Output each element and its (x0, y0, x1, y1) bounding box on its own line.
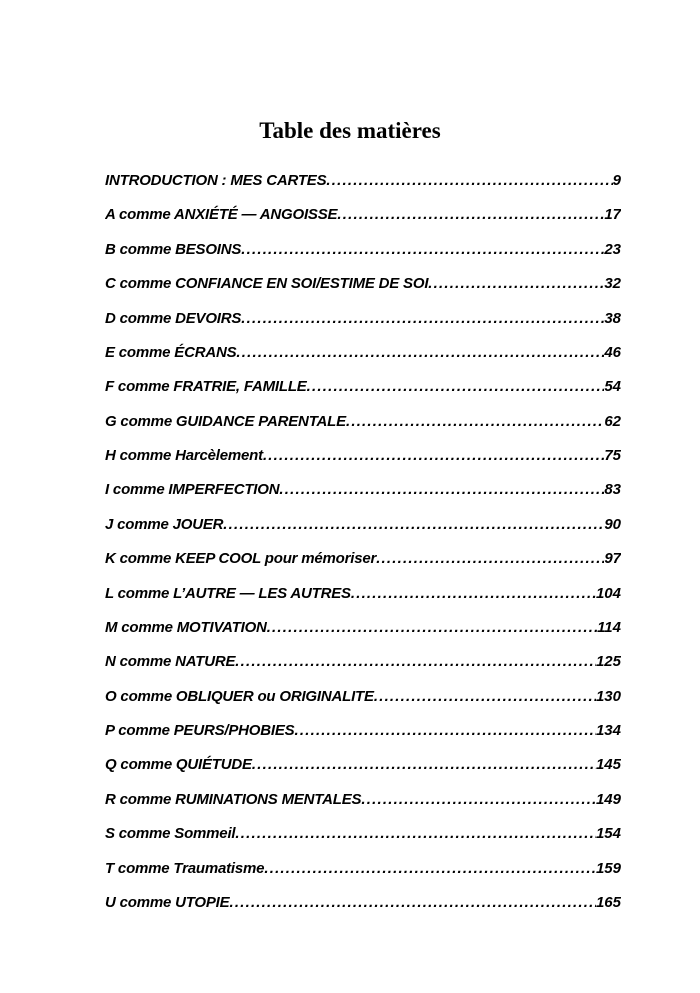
toc-entry-label: R comme RUMINATIONS MENTALES (105, 790, 362, 808)
toc-entry-label: A comme ANXIÉTÉ — ANGOISSE (105, 206, 338, 224)
page-title: Table des matières (259, 118, 441, 143)
toc-entry-label: B comme BESOINS (105, 240, 242, 258)
dot-leader (346, 410, 604, 434)
toc-entry-label: H comme Harcèlement (105, 447, 263, 464)
toc-entry-page: 23 (604, 240, 621, 258)
toc-entry-label: Q comme QUIÉTUDE (105, 756, 252, 774)
toc-entry-page: 17 (604, 206, 621, 224)
toc-entry-page: 145 (595, 756, 621, 774)
toc-entry-label: T comme Traumatisme (105, 859, 265, 877)
toc-entry-label: P comme PEURS/PHOBIES (105, 722, 295, 739)
toc-entry[interactable] (105, 375, 621, 409)
toc-entry[interactable] (105, 822, 621, 856)
toc-entry-page: 159 (595, 859, 621, 877)
toc-entry-label: K comme KEEP COOL pour mémoriser (105, 550, 377, 568)
toc-entry[interactable] (105, 582, 621, 616)
dot-leader (351, 582, 596, 606)
toc-entry-label: N comme NATURE (105, 653, 236, 671)
toc-entry-page: 97 (604, 550, 621, 568)
dot-leader (374, 685, 596, 709)
dot-leader (264, 857, 596, 881)
dot-leader (337, 203, 604, 227)
toc-entry-label: I comme IMPERFECTION (105, 481, 280, 499)
toc-entry-page: 75 (604, 447, 621, 464)
toc-entry-label: D comme DEVOIRS (105, 309, 242, 327)
toc-entry-page: 90 (604, 515, 621, 533)
dot-leader (252, 753, 596, 777)
toc-entry-page: 32 (604, 275, 621, 293)
toc-entry-label: E comme ÉCRANS (105, 343, 237, 361)
dot-leader (229, 891, 596, 915)
dot-leader (376, 547, 604, 571)
dot-leader (267, 616, 597, 640)
toc-entry-page: 134 (595, 722, 621, 739)
dot-leader (279, 478, 604, 502)
toc-entry[interactable] (105, 203, 621, 237)
toc-entry-page: 125 (595, 653, 621, 671)
toc-entry-page: 9 (612, 172, 621, 189)
dot-leader (235, 650, 596, 674)
dot-leader (241, 238, 604, 262)
toc-entry-page: 54 (604, 378, 621, 396)
dot-leader (307, 375, 605, 399)
dot-leader (236, 341, 604, 365)
toc-entry[interactable] (105, 341, 621, 375)
toc-entry-label: O comme OBLIQUER ou ORIGINALITE (105, 687, 374, 705)
toc-entry[interactable] (105, 857, 621, 891)
dot-leader (223, 513, 604, 537)
toc-entry-page: 154 (595, 825, 621, 843)
toc-entry[interactable] (105, 307, 621, 341)
toc-entry[interactable] (105, 478, 621, 512)
toc-entry-label: L comme L’AUTRE — LES AUTRES (105, 584, 351, 602)
toc-entry[interactable] (105, 788, 621, 822)
toc-entry-label: G comme GUIDANCE PARENTALE (105, 412, 346, 430)
dot-leader (361, 788, 596, 812)
toc-entry-label: F comme FRATRIE, FAMILLE (105, 378, 307, 396)
toc-entry[interactable] (105, 547, 621, 581)
toc-entry-page: 38 (604, 309, 621, 327)
dot-leader (294, 719, 596, 743)
toc-entry-page: 62 (604, 412, 621, 430)
toc-entry-page: 149 (595, 790, 621, 808)
dot-leader (326, 169, 612, 193)
toc-entry[interactable] (105, 685, 621, 719)
toc-entry-label: U comme UTOPIE (105, 893, 230, 911)
toc-entry[interactable] (105, 719, 621, 753)
toc-entry-page: 114 (597, 618, 621, 636)
toc-entry[interactable] (105, 444, 621, 478)
table-of-contents (105, 169, 621, 925)
toc-entry[interactable] (105, 238, 621, 272)
dot-leader (263, 444, 604, 468)
dot-leader (428, 272, 604, 296)
toc-entry-page: 130 (595, 687, 621, 705)
toc-entry[interactable] (105, 513, 621, 547)
toc-entry-label: INTRODUCTION : MES CARTES (105, 172, 327, 189)
toc-entry-label: J comme JOUER (105, 515, 224, 533)
toc-entry[interactable] (105, 272, 621, 306)
toc-entry[interactable] (105, 650, 621, 684)
toc-entry[interactable] (105, 169, 621, 203)
toc-entry-page: 165 (595, 893, 621, 911)
toc-entry-page: 104 (595, 584, 621, 602)
dot-leader (235, 822, 596, 846)
toc-entry-label: S comme Sommeil (105, 825, 236, 843)
toc-entry-label: M comme MOTIVATION (105, 618, 267, 636)
toc-entry[interactable] (105, 891, 621, 925)
toc-entry[interactable] (105, 753, 621, 787)
toc-entry-label: C comme CONFIANCE EN SOI/ESTIME DE SOI (105, 275, 429, 293)
dot-leader (241, 307, 604, 331)
toc-entry[interactable] (105, 410, 621, 444)
toc-entry-page: 83 (604, 481, 621, 499)
toc-entry[interactable] (105, 616, 621, 650)
toc-entry-page: 46 (604, 343, 621, 361)
